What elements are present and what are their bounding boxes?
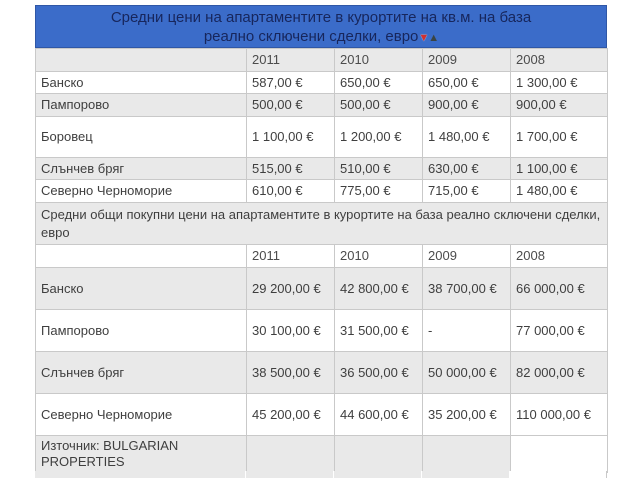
price-cell: 500,00 €: [335, 94, 423, 117]
resort-name: Слънчев бряг: [36, 352, 247, 394]
resort-name: Северно Черноморие: [36, 394, 247, 436]
price-cell: 1 700,00 €: [511, 117, 608, 158]
empty-cell: [423, 436, 511, 473]
resort-name: Банско: [36, 72, 247, 94]
title-line-2-text: реално сключени сделки, евро: [203, 28, 419, 45]
price-cell: 50 000,00 €: [423, 352, 511, 394]
price-cell: 1 200,00 €: [335, 117, 423, 158]
section2-header-row: [36, 203, 608, 245]
price-cell: 45 200,00 €: [247, 394, 335, 436]
section2-title: Средни общи покупни цени на апартаментите в курортите на база реално сключени сделки, евро: [36, 203, 608, 245]
table2-year-2010: 2010: [335, 245, 423, 268]
table2-year-2009: 2009: [423, 245, 511, 268]
price-cell: 715,00 €: [423, 180, 511, 203]
price-cell: 1 100,00 €: [511, 158, 608, 180]
price-cell: 35 200,00 €: [423, 394, 511, 436]
source-row: [36, 436, 608, 473]
table-row: [36, 158, 608, 180]
resort-name: Северно Черноморие: [36, 180, 247, 203]
clipped-cell: [422, 471, 510, 478]
table2-year-2011: 2011: [247, 245, 335, 268]
price-cell: 775,00 €: [335, 180, 423, 203]
prices-per-sqm-table: [35, 48, 608, 473]
price-cell: 1 480,00 €: [511, 180, 608, 203]
table2-year-2008: 2008: [511, 245, 608, 268]
price-cell: 44 600,00 €: [335, 394, 423, 436]
source-label: Източник: BULGARIAN PROPERTIES: [36, 436, 247, 473]
price-cell: 29 200,00 €: [247, 268, 335, 310]
price-down-icon: ▼: [418, 32, 429, 44]
price-table-widget: [35, 5, 607, 473]
price-up-icon: ▲: [428, 32, 439, 44]
table-title-banner: [35, 5, 607, 48]
table1-year-header-row: [36, 49, 608, 72]
price-cell: 30 100,00 €: [247, 310, 335, 352]
price-cell: 1 100,00 €: [247, 117, 335, 158]
price-cell: 610,00 €: [247, 180, 335, 203]
clipped-cell: [246, 471, 334, 478]
price-cell: 510,00 €: [335, 158, 423, 180]
resort-name: Пампорово: [36, 94, 247, 117]
table2-corner-cell: [36, 245, 247, 268]
empty-cell: [247, 436, 335, 473]
price-cell: 77 000,00 €: [511, 310, 608, 352]
clipped-next-row: [35, 471, 607, 478]
table-row: [36, 352, 608, 394]
table-row: [36, 394, 608, 436]
price-cell: 587,00 €: [247, 72, 335, 94]
price-cell: 31 500,00 €: [335, 310, 423, 352]
title-line-2: [36, 27, 606, 48]
price-cell: 515,00 €: [247, 158, 335, 180]
table2-year-header-row: [36, 245, 608, 268]
price-cell: 500,00 €: [247, 94, 335, 117]
price-cell: 38 500,00 €: [247, 352, 335, 394]
table-row: [36, 310, 608, 352]
clipped-cell: [35, 471, 246, 478]
price-cell: 82 000,00 €: [511, 352, 608, 394]
price-cell: 1 300,00 €: [511, 72, 608, 94]
resort-name: Пампорово: [36, 310, 247, 352]
table1-year-2010: 2010: [335, 49, 423, 72]
resort-name: Слънчев бряг: [36, 158, 247, 180]
price-cell: 42 800,00 €: [335, 268, 423, 310]
price-cell: 110 000,00 €: [511, 394, 608, 436]
table-row: [36, 94, 608, 117]
price-cell: 900,00 €: [423, 94, 511, 117]
table1-year-2009: 2009: [423, 49, 511, 72]
price-cell: 1 480,00 €: [423, 117, 511, 158]
table-row: [36, 180, 608, 203]
clipped-cell: [334, 471, 422, 478]
table-row: [36, 268, 608, 310]
resort-name: Банско: [36, 268, 247, 310]
price-cell: 900,00 €: [511, 94, 608, 117]
resort-name: Боровец: [36, 117, 247, 158]
empty-cell: [335, 436, 423, 473]
price-cell: 66 000,00 €: [511, 268, 608, 310]
table1-year-2008: 2008: [511, 49, 608, 72]
price-cell: 630,00 €: [423, 158, 511, 180]
price-cell: 36 500,00 €: [335, 352, 423, 394]
table1-corner-cell: [36, 49, 247, 72]
price-cell: 650,00 €: [335, 72, 423, 94]
price-cell: 38 700,00 €: [423, 268, 511, 310]
price-cell: -: [423, 310, 511, 352]
clipped-cell: [510, 471, 607, 478]
table-row: [36, 117, 608, 158]
price-cell: 650,00 €: [423, 72, 511, 94]
title-line-1: Средни цени на апартаментите в курортите на кв.м. на база: [110, 9, 532, 26]
empty-cell: [511, 436, 608, 473]
table-row: [36, 72, 608, 94]
table1-year-2011: 2011: [247, 49, 335, 72]
